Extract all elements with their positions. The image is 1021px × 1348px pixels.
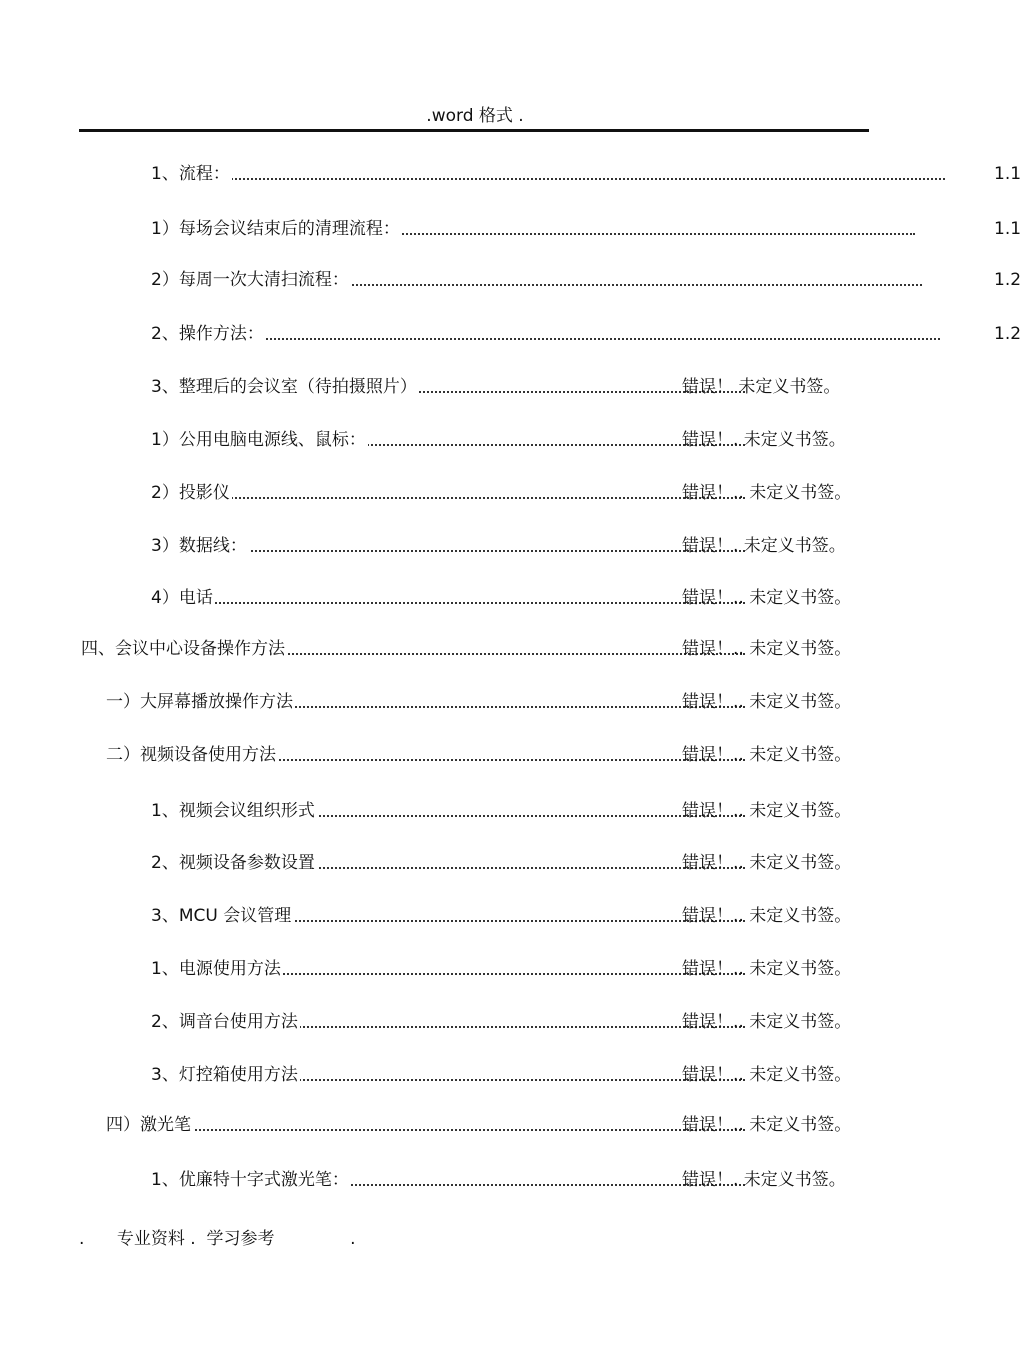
page-footer: . 专业资料 . 学习参考 .	[79, 1229, 356, 1249]
toc-entry-label: 1、视频会议组织形式	[151, 798, 317, 824]
toc-entry-label: 3、灯控箱使用方法	[151, 1062, 300, 1088]
toc-entry-label: 二）视频设备使用方法	[106, 742, 278, 768]
toc-entry-page: 错误！.. 未定义书签。	[682, 1115, 852, 1135]
toc-entry	[151, 321, 1021, 347]
toc-entry-page: 错误！.. 未定义书签。	[682, 639, 852, 659]
toc-entry-page: 错误！.. 未定义书签。	[682, 483, 852, 503]
toc-entry-label: 1、流程：	[151, 161, 232, 187]
toc-dot-leader	[151, 602, 745, 604]
toc-entry-page: 1.1	[994, 164, 1021, 184]
toc-entry	[151, 374, 945, 400]
toc-entry-page: 错误！.. 未定义书签。	[682, 745, 852, 765]
toc-entry-label: 2、操作方法：	[151, 321, 266, 347]
page-header: .word 格式 .	[426, 106, 524, 126]
toc-entry	[151, 903, 945, 929]
toc-entry-label: 3、MCU 会议管理	[151, 903, 293, 929]
toc-entry	[151, 798, 945, 824]
toc-entry-label: 1）每场会议结束后的清理流程：	[151, 216, 402, 242]
toc-entry	[106, 742, 945, 768]
toc-entry-label: 1、优廉特十字式激光笔：	[151, 1167, 351, 1193]
toc-entry-label: 一）大屏幕播放操作方法	[106, 689, 295, 715]
toc-entry	[151, 480, 945, 506]
toc-entry	[151, 161, 1021, 187]
toc-entry-label: 2、调音台使用方法	[151, 1009, 300, 1035]
toc-entry	[151, 1009, 945, 1035]
toc-entry	[151, 1167, 945, 1193]
toc-entry-page: 错误！.. 未定义书签。	[682, 906, 852, 926]
toc-entry-page: 错误！. 未定义书签。	[682, 536, 846, 556]
header-rule	[79, 129, 869, 132]
toc-entry-page: 错误！.. 未定义书签。	[682, 692, 852, 712]
toc-entry-label: 3）数据线：	[151, 533, 249, 559]
toc-entry-label: 四）激光笔	[106, 1112, 193, 1138]
toc-entry	[151, 216, 1021, 242]
toc-entry-label: 1、电源使用方法	[151, 956, 283, 982]
toc-entry	[151, 850, 945, 876]
toc-entry-page: 错误！. 未定义书签。	[682, 1170, 846, 1190]
toc-entry	[151, 1062, 945, 1088]
toc-entry	[151, 267, 1021, 293]
toc-entry-label: 2）每周一次大清扫流程：	[151, 267, 351, 293]
toc-entry-page: 错误！.. 未定义书签。	[682, 1065, 852, 1085]
toc-dot-leader	[151, 497, 745, 499]
toc-dot-leader	[151, 338, 940, 340]
toc-entry-page: 错误！.. 未定义书签。	[682, 959, 852, 979]
toc-entry-page: 错误！ 未定义书签。	[682, 377, 841, 397]
toc-entry-label: 4）电话	[151, 585, 215, 611]
toc-entry	[151, 585, 945, 611]
toc-entry-page: 错误！.. 未定义书签。	[682, 801, 852, 821]
toc-entry-page: 1.2	[994, 324, 1021, 344]
toc-entry-page: 错误！. 未定义书签。	[682, 430, 846, 450]
toc-entry-label: 四、会议中心设备操作方法	[81, 636, 287, 662]
toc-entry	[151, 533, 945, 559]
toc-entry-page: 错误！.. 未定义书签。	[682, 588, 852, 608]
toc-entry	[106, 689, 945, 715]
toc-dot-leader	[151, 178, 945, 180]
toc-entry-label: 1）公用电脑电源线、鼠标：	[151, 427, 368, 453]
toc-entry	[151, 427, 945, 453]
toc-entry-label: 2）投影仪	[151, 480, 232, 506]
toc-entry-page: 1.1	[994, 219, 1021, 239]
toc-entry-page: 1.2	[994, 270, 1021, 290]
toc-entry-page: 错误！.. 未定义书签。	[682, 853, 852, 873]
toc-entry-label: 3、整理后的会议室（待拍摄照片）	[151, 374, 419, 400]
toc-entry	[106, 1112, 945, 1138]
toc-entry	[81, 636, 945, 662]
toc-entry	[151, 956, 945, 982]
toc-entry-label: 2、视频设备参数设置	[151, 850, 317, 876]
toc-dot-leader	[106, 1129, 745, 1131]
toc-entry-page: 错误！.. 未定义书签。	[682, 1012, 852, 1032]
